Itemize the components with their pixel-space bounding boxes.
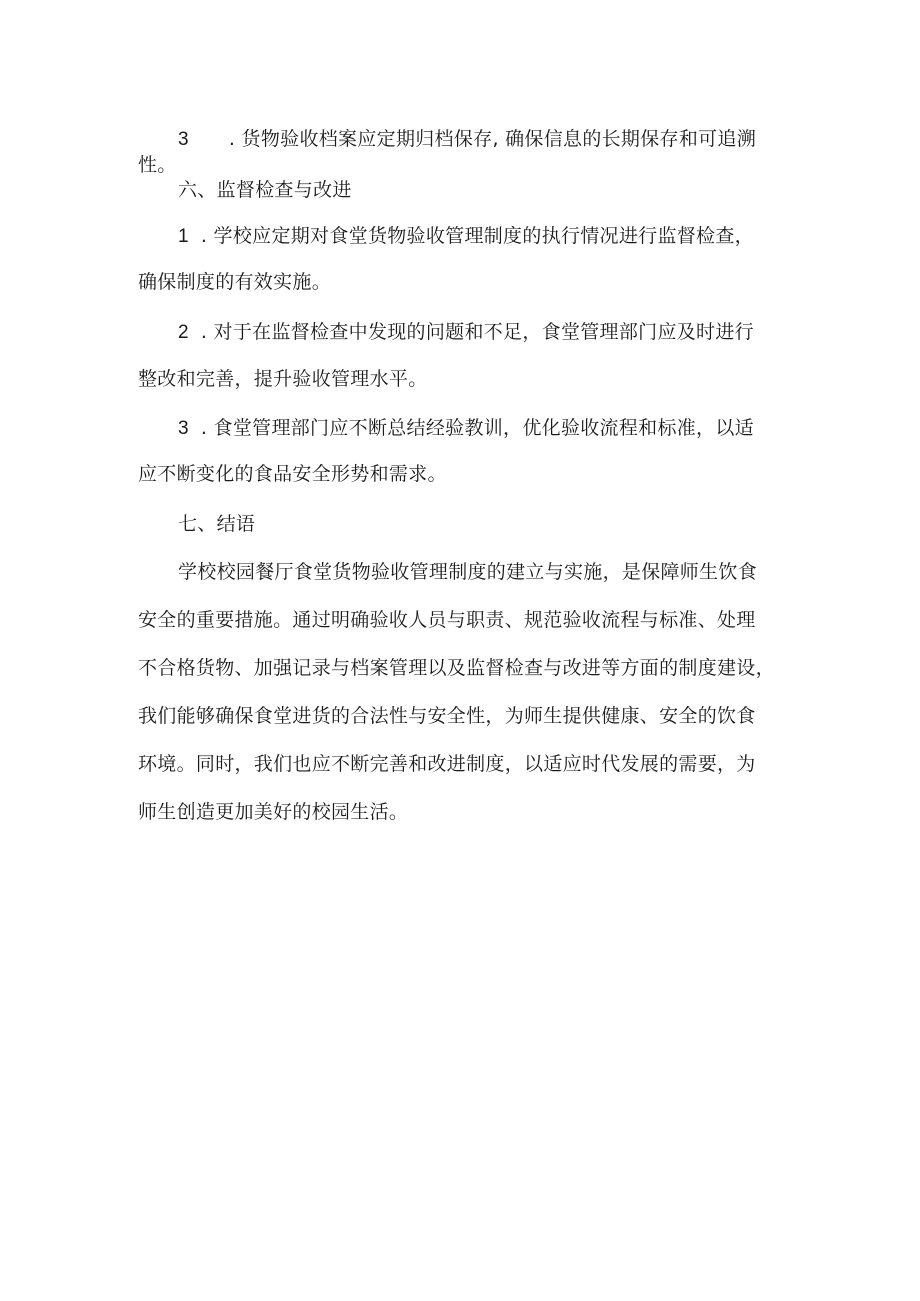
paragraph-3b-line-2	[138, 462, 447, 486]
list-number: 3	[178, 418, 189, 439]
section-heading-six	[178, 178, 352, 202]
paragraph-3b-line-1	[178, 416, 754, 441]
section-heading-seven	[178, 512, 255, 536]
list-text: . 货物验收档案应定期归档保存, 确保信息的长期保存和可追溯	[228, 128, 757, 150]
conclusion-text: 安全的重要措施。通过明确验收人员与职责、规范验收流程与标准、处理	[138, 609, 756, 631]
paragraph-1-line-1	[178, 224, 754, 249]
paragraph-2-line-1	[178, 320, 754, 345]
conclusion-line-5	[138, 752, 756, 776]
list-text: . 对于在监督检查中发现的问题和不足，食堂管理部门应及时进行	[200, 321, 754, 343]
section-heading-text: 六、监督检查与改进	[178, 179, 352, 201]
conclusion-text: 师生创造更加美好的校园生活。	[138, 801, 409, 823]
conclusion-line-4	[138, 704, 756, 728]
list-number: 2	[178, 322, 189, 343]
paragraph-3-line-2	[138, 153, 177, 177]
list-text-continued: 性。	[138, 154, 177, 176]
conclusion-line-1	[178, 560, 757, 584]
list-text: . 学校应定期对食堂货物验收管理制度的执行情况进行监督检查，	[200, 225, 754, 247]
section-heading-text: 七、结语	[178, 513, 256, 535]
conclusion-text: 不合格货物、加强记录与档案管理以及监督检查与改进等方面的制度建设，	[138, 657, 775, 679]
paragraph-2-line-2	[138, 367, 428, 391]
list-text-continued: 应不断变化的食品安全形势和需求。	[138, 463, 447, 485]
conclusion-line-2	[138, 608, 756, 632]
list-text-continued: 整改和完善，提升验收管理水平。	[138, 368, 428, 390]
list-number: 1	[178, 226, 189, 247]
list-number: 3	[178, 129, 189, 150]
conclusion-text: 学校校园餐厅食堂货物验收管理制度的建立与实施，是保障师生饮食	[178, 561, 758, 583]
paragraph-3-line-1	[178, 127, 756, 152]
conclusion-line-3	[138, 656, 775, 680]
conclusion-text: 环境。同时，我们也应不断完善和改进制度，以适应时代发展的需要，为	[138, 753, 756, 775]
conclusion-text: 我们能够确保食堂进货的合法性与安全性，为师生提供健康、安全的饮食	[138, 705, 756, 727]
list-text: . 食堂管理部门应不断总结经验教训，优化验收流程和标准，以适	[200, 417, 754, 439]
list-text-continued: 确保制度的有效实施。	[138, 271, 332, 293]
paragraph-1-line-2	[138, 270, 331, 294]
conclusion-line-6	[138, 800, 408, 824]
